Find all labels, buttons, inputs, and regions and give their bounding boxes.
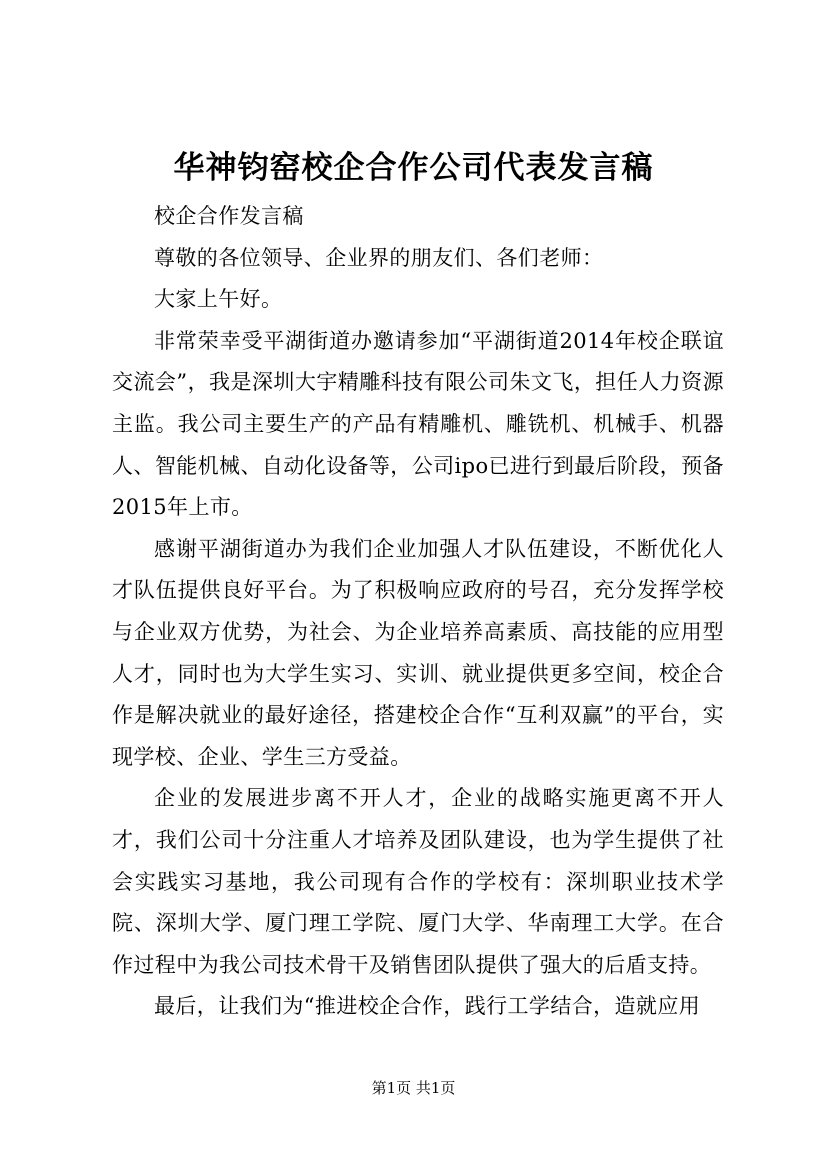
paragraph-introduction: 非常荣幸受平湖街道办邀请参加“平湖街道2014年校企联谊交流会”，我是深圳大宇精雕科技有限公司朱文飞，担任人力资源主监。我公司主要生产的产品有精雕机、雕铣机、机械手、机器人、智能机械、自动化设备等，公司ipo已进行到最后阶段，预备2015年上市。 <box>112 328 724 520</box>
paragraph-talent: 企业的发展进步离不开人才，企业的战略实施更离不开人才，我们公司十分注重人才培养及团队建设，也为学生提供了社会实践实习基地，我公司现有合作的学校有：深圳职业技术学院、深圳大学、厦门理工学院、厦门大学、华南理工大学。在合作过程中为我公司技术骨干及销售团队提供了强大的后盾支持。 <box>112 786 724 977</box>
paragraph-salutation: 尊敬的各位领导、企业界的朋友们、各们老师： <box>154 245 604 270</box>
paragraph-closing: 最后，让我们为“推进校企合作，践行工学结合，造就应用 <box>154 994 701 1019</box>
paragraph-thanks: 感谢平湖街道办为我们企业加强人才队伍建设，不断优化人才队伍提供良好平台。为了积极响应政府的号召，充分发挥学校与企业双方优势，为社会、为企业培养高素质、高技能的应用型人才，同时也为大学生实习、实训、就业提供更多空间，校企合作是解决就业的最好途径，搭建校企合作“互利双赢”的平台，实现学校、企业、学生三方受益。 <box>112 536 724 769</box>
paragraph-greeting: 大家上午好。 <box>154 287 283 312</box>
document-body <box>112 196 724 1028</box>
document-title: 华神钧窑校企合作公司代表发言稿 <box>173 150 654 186</box>
page-number-footer: 第1页 共1页 <box>371 1079 456 1097</box>
paragraph-subtitle: 校企合作发言稿 <box>154 204 304 228</box>
